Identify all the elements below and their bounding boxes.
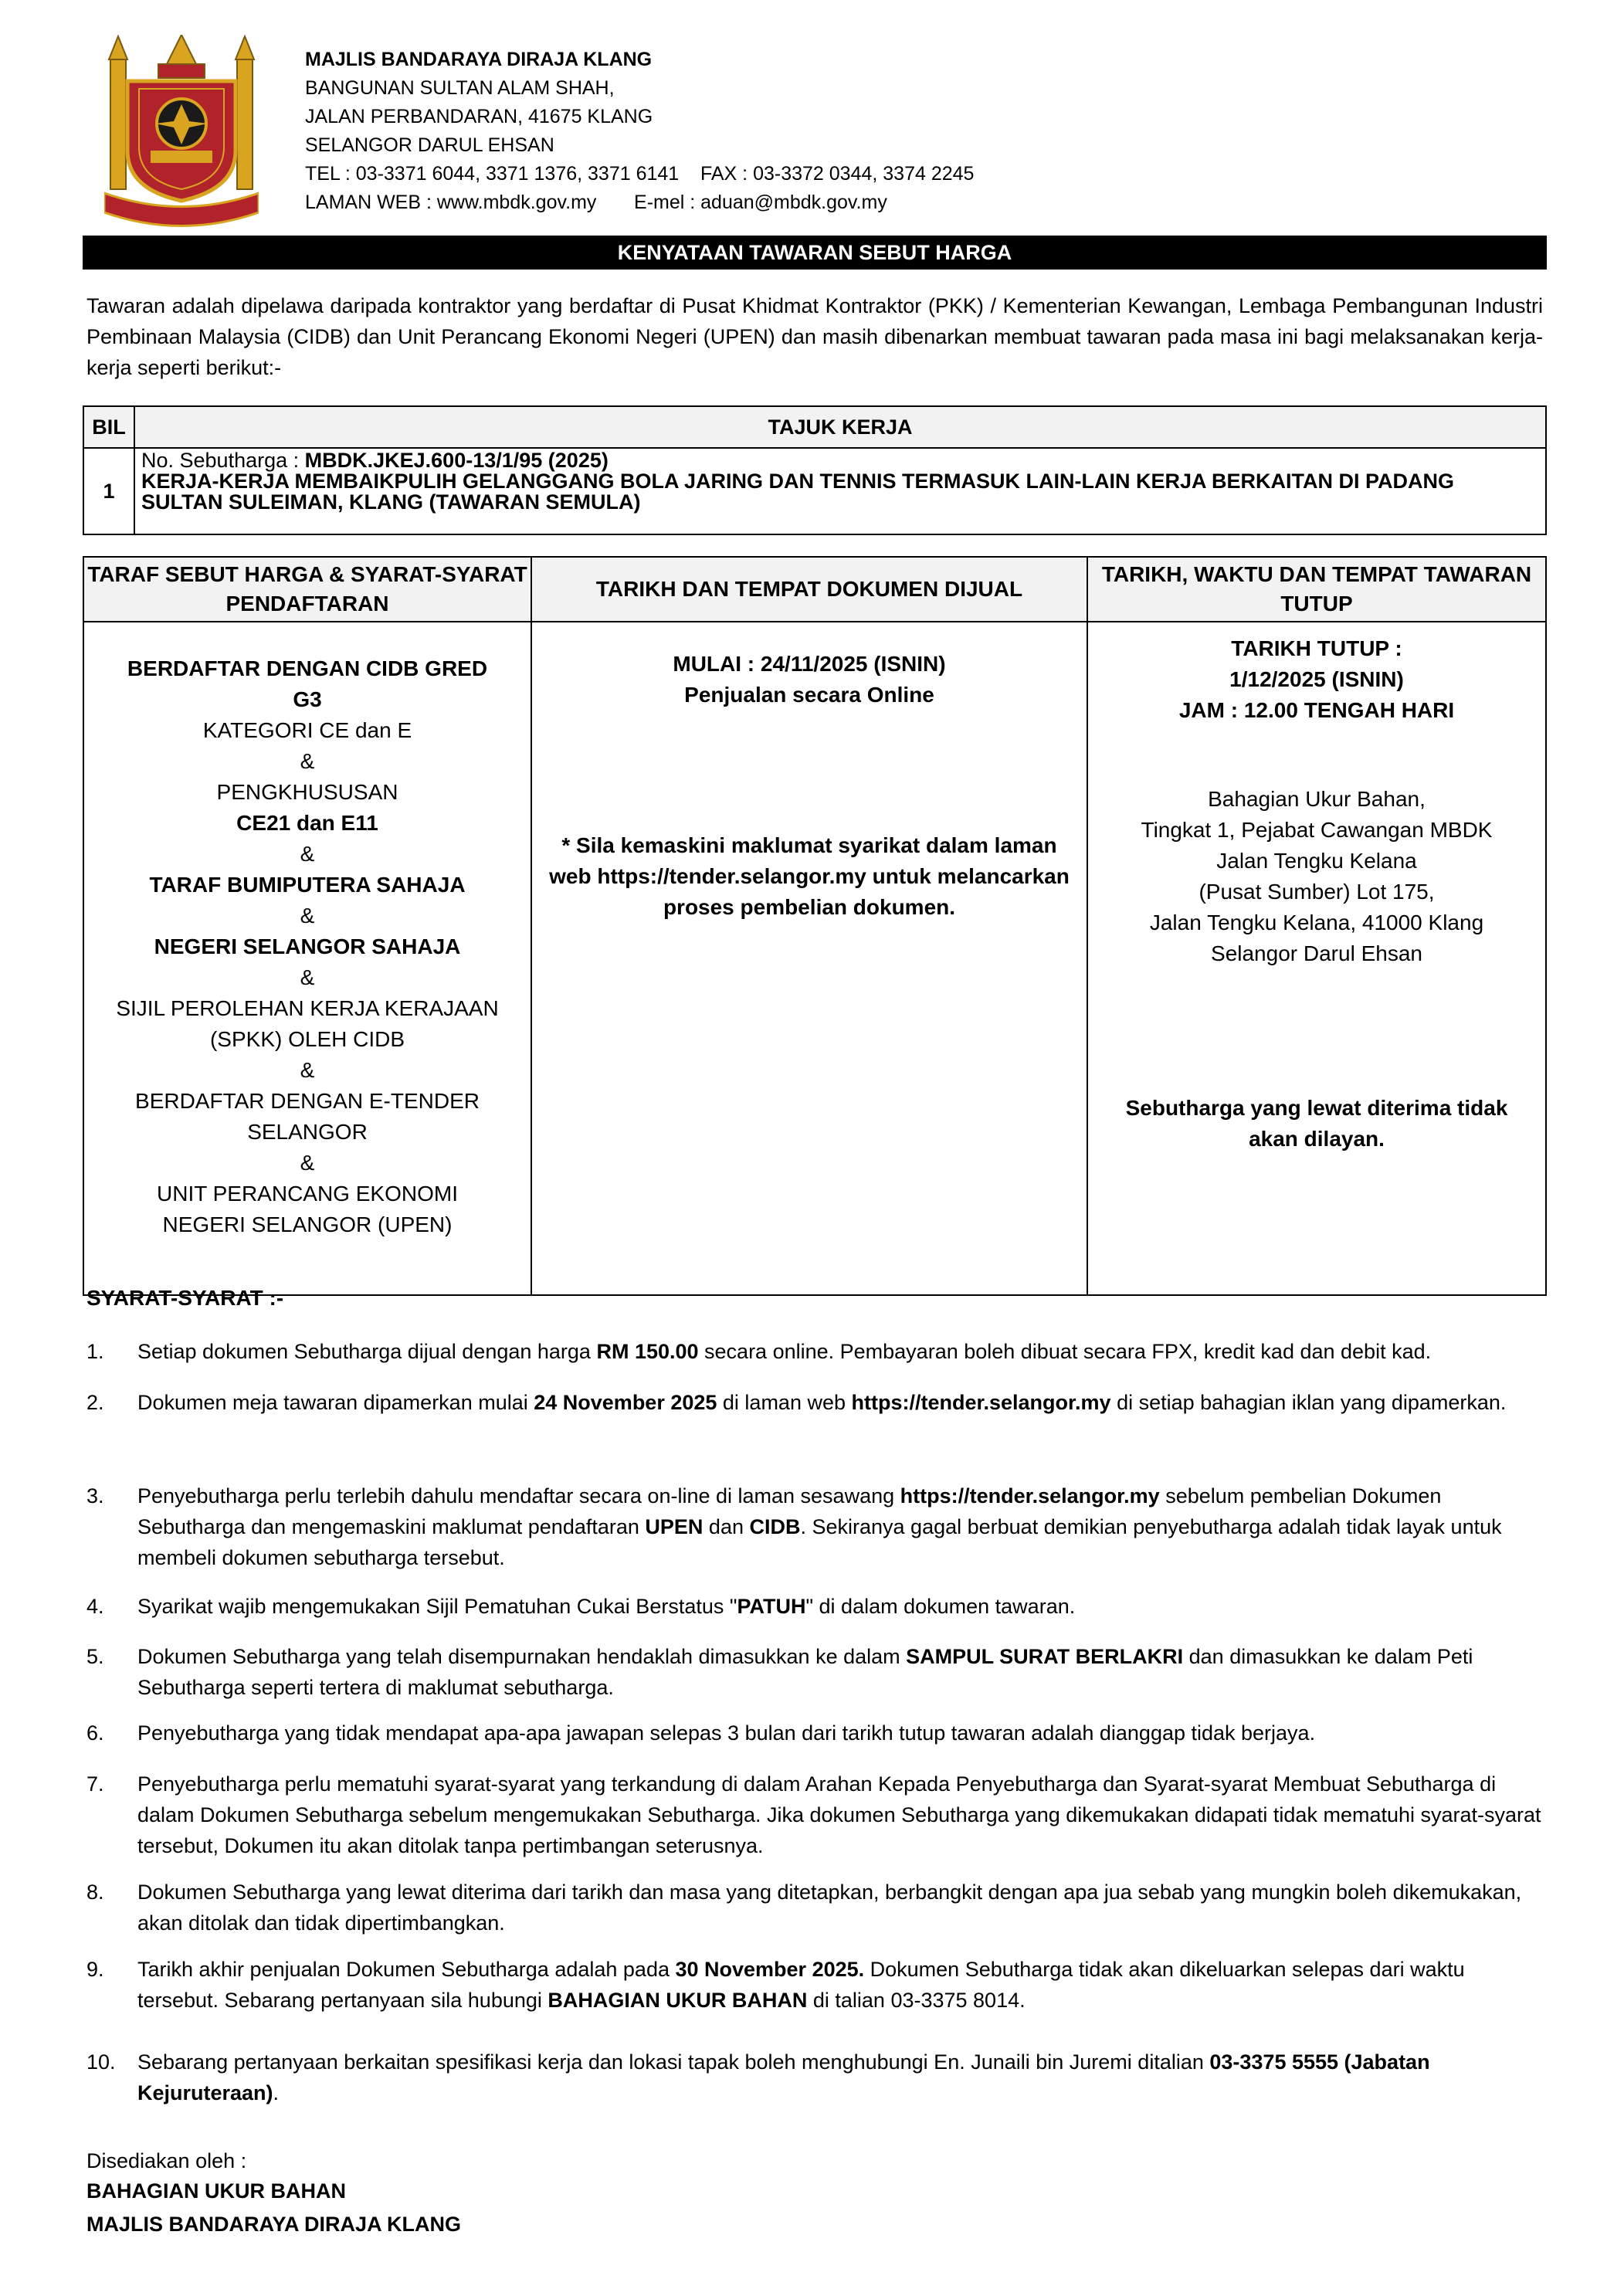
col-tarikh-dijual-header: TARIKH DAN TEMPAT DOKUMEN DIJUAL (531, 557, 1087, 622)
closing-address (1099, 784, 1534, 969)
req-and: & (300, 904, 315, 928)
tender-details-table (83, 556, 1547, 1296)
closing-info (1087, 622, 1546, 1295)
document-sale-info (531, 622, 1087, 1295)
condition-text: Dokumen meja tawaran dipamerkan mulai 24 November 2025 di laman web https://tender.selangor.my di setiap bahagian iklan yang dipamerkan. (137, 1391, 1507, 1414)
condition-text: Syarikat wajib mengemukakan Sijil Pematuhan Cukai Berstatus "PATUH" di dalam dokumen tawaran. (137, 1595, 1076, 1618)
condition-text: Penyebutharga perlu mematuhi syarat-syarat yang terkandung di dalam Arahan Kepada Penyebutharga dan Syarat-syarat Membuat Sebutharga di dalam Dokumen Sebutharga sebelum mengemukakan Sebutharga. Jika dokumen Sebutharga yang dikemukakan didapati tidak mematuhi syarat-syarat tersebut, Dokumen itu akan ditolak tanpa pertimbangan seterusnya. (137, 1772, 1541, 1857)
address-line: SELANGOR DARUL EHSAN (305, 134, 554, 156)
address-line: Jalan Tengku Kelana, 41000 Klang (1149, 911, 1484, 934)
late-notice: Sebutharga yang lewat diterima tidak akan dilayan. (1125, 1096, 1508, 1151)
condition-item (86, 1769, 1546, 1861)
req-and: & (300, 1151, 315, 1175)
req-etender: BERDAFTAR DENGAN E-TENDER SELANGOR (135, 1089, 480, 1144)
intro-paragraph: Tawaran adalah dipelawa daripada kontraktor yang berdaftar di Pusat Khidmat Kontraktor (PKK) / Kementerian Kewangan, Lembaga Pembangunan Industri Pembinaan Malaysia (CIDB) dan Unit Perancang Ekonomi Negeri (UPEN) dan masih dibenarkan membuat tawaran pada masa ini bagi melaksanakan kerja-kerja seperti berikut:- (86, 294, 1543, 379)
org-name: MAJLIS BANDARAYA DIRAJA KLANG (305, 49, 653, 70)
req-spkk: SIJIL PEROLEHAN KERJA KERAJAAN (SPKK) OLEH CIDB (116, 996, 499, 1051)
condition-item (86, 1591, 1546, 1622)
closing-date: 1/12/2025 (ISNIN) (1229, 667, 1404, 691)
req-pengkhususan: PENGKHUSUSAN (216, 780, 398, 804)
ref-value: MBDK.JKEJ.600-13/1/95 (2025) (304, 449, 609, 472)
registration-requirements (83, 622, 531, 1295)
closing-time: JAM : 12.00 TENGAH HARI (1178, 698, 1455, 722)
condition-number: 6. (86, 1721, 104, 1745)
req-and: & (300, 965, 315, 989)
work-title: KERJA-KERJA MEMBAIKPULIH GELANGGANG BOLA JARING DAN TENNIS TERMASUK LAIN-LAIN KERJA BERKAITAN DI PADANG SULTAN SULEIMAN, KLANG (TAWARAN SEMULA) (141, 470, 1455, 514)
req-kategori: KATEGORI CE dan E (202, 718, 412, 742)
conditions-title: SYARAT-SYARAT :- (86, 1286, 284, 1310)
condition-number: 9. (86, 1958, 104, 1981)
prepared-by-org: MAJLIS BANDARAYA DIRAJA KLANG (86, 2213, 462, 2236)
condition-item (86, 1954, 1546, 2016)
condition-number: 8. (86, 1881, 104, 1904)
condition-text: Dokumen Sebutharga yang lewat diterima dari tarikh dan masa yang ditetapkan, berbangkit dengan apa jua sebab yang mungkin boleh dikemukakan, akan ditolak dan tidak dipertimbangkan. (137, 1881, 1522, 1935)
condition-number: 5. (86, 1645, 104, 1668)
condition-text: Sebarang pertanyaan berkaitan spesifikasi kerja dan lokasi tapak boleh menghubungi En. Junaili bin Juremi ditalian 03-3375 5555 (Jabatan Kejuruteraan). (137, 2050, 1430, 2104)
condition-number: 2. (86, 1391, 104, 1414)
req-selangor: NEGERI SELANGOR SAHAJA (154, 934, 461, 958)
condition-text: Dokumen Sebutharga yang telah disempurnakan hendaklah dimasukkan ke dalam SAMPUL SURAT BERLAKRI dan dimasukkan ke dalam Peti Sebutharga seperti tertera di maklumat sebutharga. (137, 1645, 1473, 1699)
condition-item (86, 1480, 1546, 1573)
ref-label: No. Sebutharga : (141, 449, 305, 472)
sale-start: MULAI : 24/11/2025 (ISNIN) (673, 652, 946, 676)
prepared-by-dept: BAHAGIAN UKUR BAHAN (86, 2179, 346, 2203)
condition-item (86, 2047, 1546, 2108)
req-and: & (300, 749, 315, 773)
sale-note: * Sila kemaskini maklumat syarikat dalam laman web https://tender.selangor.my untuk melancarkan proses pembelian dokumen. (549, 833, 1070, 919)
req-cidb: BERDAFTAR DENGAN CIDB GRED G3 (127, 656, 488, 711)
condition-item (86, 1877, 1546, 1938)
condition-number: 3. (86, 1484, 104, 1507)
condition-number: 10. (86, 2050, 116, 2074)
web-email-line: LAMAN WEB : www.mbdk.gov.my E-mel : aduan@mbdk.gov.my (305, 192, 887, 213)
closing-label: TARIKH TUTUP : (1231, 636, 1402, 660)
req-bumiputera: TARAF BUMIPUTERA SAHAJA (149, 873, 466, 897)
condition-item (86, 1336, 1546, 1367)
condition-text: Penyebutharga yang tidak mendapat apa-apa jawapan selepas 3 bulan dari tarikh tutup tawaran adalah dianggap tidak berjaya. (137, 1721, 1316, 1745)
req-and: & (300, 842, 315, 866)
sale-online: Penjualan secara Online (684, 683, 934, 707)
crest-icon (104, 35, 259, 228)
work-description (134, 448, 1546, 534)
condition-text: Penyebutharga perlu terlebih dahulu mendaftar secara on-line di laman sesawang https://tender.selangor.my sebelum pembelian Dokumen Sebutharga dan mengemaskini maklumat pendaftaran UPEN dan CIDB. Sekiranya gagal berbuat demikian penyebutharga adalah tidak layak untuk membeli dokumen sebutharga tersebut. (137, 1484, 1502, 1569)
condition-number: 7. (86, 1772, 104, 1796)
col-tarikh-tutup-header: TARIKH, WAKTU DAN TEMPAT TAWARAN TUTUP (1087, 557, 1546, 622)
condition-number: 1. (86, 1340, 104, 1363)
condition-item (86, 1718, 1546, 1748)
row-number: 1 (83, 448, 134, 534)
col-taraf-header: TARAF SEBUT HARGA & SYARAT-SYARAT PENDAFTARAN (83, 557, 531, 622)
address-line: (Pusat Sumber) Lot 175, (1199, 880, 1435, 904)
condition-item (86, 1387, 1546, 1418)
prepared-by-label: Disediakan oleh : (86, 2149, 247, 2172)
condition-number: 4. (86, 1595, 104, 1618)
address-line: Tingkat 1, Pejabat Cawangan MBDK (1141, 818, 1493, 842)
req-upen: UNIT PERANCANG EKONOMI NEGERI SELANGOR (UPEN) (157, 1182, 458, 1236)
condition-text: Tarikh akhir penjualan Dokumen Sebutharga adalah pada 30 November 2025. Dokumen Sebutharga tidak akan dikeluarkan selepas dari waktu tersebut. Sebarang pertanyaan sila hubungi BAHAGIAN UKUR BAHAN di talian 03-3375 8014. (137, 1958, 1465, 2012)
address-line: Selangor Darul Ehsan (1211, 941, 1422, 965)
req-ce21: CE21 dan E11 (236, 811, 378, 835)
col-tajuk-header: TAJUK KERJA (134, 406, 1546, 448)
col-bil-header: BIL (83, 406, 134, 448)
condition-text: Setiap dokumen Sebutharga dijual dengan harga RM 150.00 secara online. Pembayaran boleh dibuat secara FPX, kredit kad dan debit kad. (137, 1340, 1432, 1363)
address-line: Bahagian Ukur Bahan, (1208, 787, 1426, 811)
address-line: BANGUNAN SULTAN ALAM SHAH, (305, 77, 615, 99)
address-line: JALAN PERBANDARAN, 41675 KLANG (305, 106, 653, 127)
document-title-banner: KENYATAAN TAWARAN SEBUT HARGA (83, 236, 1547, 270)
address-line: Jalan Tengku Kelana (1216, 849, 1417, 873)
req-and: & (300, 1058, 315, 1082)
work-title-table (83, 405, 1547, 535)
contact-line: TEL : 03-3371 6044, 3371 1376, 3371 6141 FAX : 03-3372 0344, 3374 2245 (305, 163, 975, 185)
condition-item (86, 1641, 1546, 1703)
